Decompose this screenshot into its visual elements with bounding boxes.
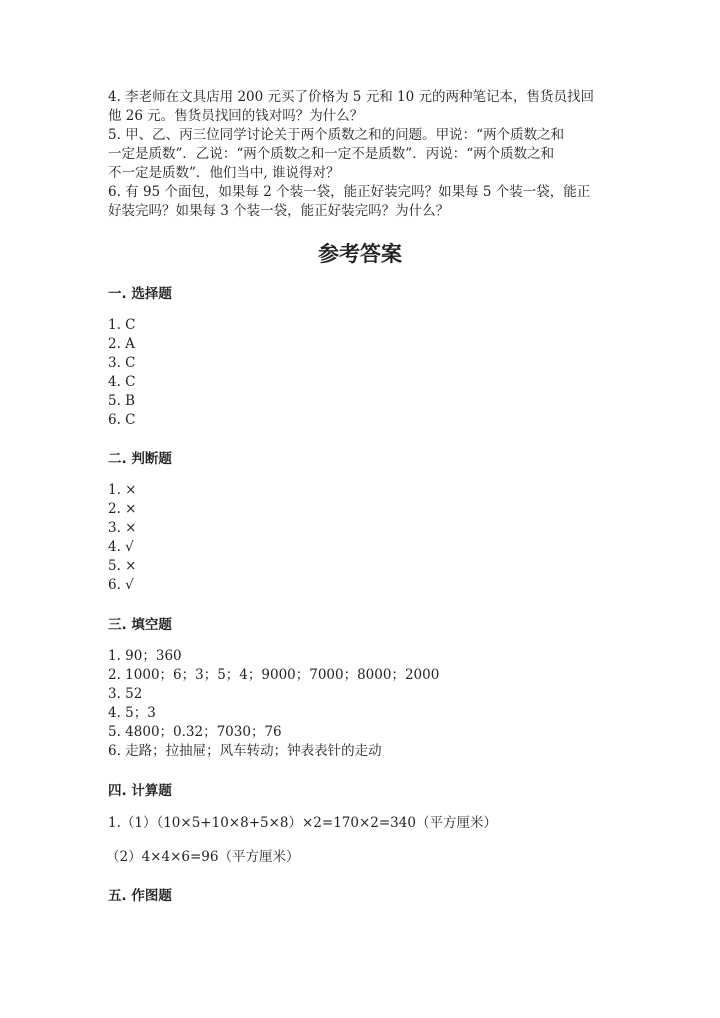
- answer-item: 1. ×: [108, 482, 137, 498]
- answer-item: 1. 90；360: [108, 648, 182, 664]
- question-line: 6. 有 95 个面包，如果每 2 个装一袋，能正好装完吗？如果每 5 个装一袋，能正: [108, 184, 591, 200]
- question-line: 4. 李老师在文具店用 200 元买了价格为 5 元和 10 元的两种笔记本，售货员找回: [108, 89, 594, 105]
- answer-item: 5. B: [108, 393, 136, 409]
- answer-item: 4. 5；3: [108, 705, 156, 721]
- answer-title: 参考答案: [318, 242, 402, 266]
- answer-item: 5. ×: [108, 558, 137, 574]
- answer-item: 2. ×: [108, 501, 137, 517]
- question-line: 不一定是质数”．他们当中, 谁说得对？: [108, 165, 340, 181]
- question-line: 好装完吗？如果每 3 个装一袋，能正好装完吗？为什么？: [108, 203, 450, 219]
- answer-item: 6. C: [108, 412, 136, 428]
- question-line: 5. 甲、乙、丙三位同学讨论关于两个质数之和的问题。甲说：“两个质数之和: [108, 127, 565, 143]
- answer-item: （2）4×4×6=96（平方厘米）: [106, 849, 300, 865]
- question-line: 一定是质数”．乙说：“两个质数之和一定不是质数”．丙说：“两个质数之和: [108, 146, 555, 162]
- answer-item: 2. 1000；6；3；5；4；9000；7000；8000；2000: [108, 667, 440, 683]
- answer-item: 3. ×: [108, 520, 137, 536]
- section-heading: 二. 判断题: [108, 451, 172, 467]
- answer-item: 4. C: [108, 374, 136, 390]
- answer-item: 5. 4800；0.32；7030；76: [108, 724, 282, 740]
- question-line: 他 26 元。售货员找回的钱对吗？为什么？: [108, 108, 364, 124]
- section-heading: 一. 选择题: [108, 286, 172, 302]
- answer-item: 1. C: [108, 317, 136, 333]
- answer-item: 3. C: [108, 355, 136, 371]
- answer-item: 6. 走路；拉抽屉；风车转动；钟表表针的走动: [108, 743, 382, 759]
- answer-item: 6. √: [108, 577, 134, 593]
- section-heading: 五. 作图题: [108, 888, 172, 904]
- answer-item: 2. A: [108, 336, 135, 352]
- answer-item: 1.（1）（10×5+10×8+5×8）×2=170×2=340（平方厘米）: [108, 815, 497, 831]
- answer-item: 4. √: [108, 539, 134, 555]
- section-heading: 四. 计算题: [108, 783, 172, 799]
- section-heading: 三. 填空题: [108, 617, 172, 633]
- answer-item: 3. 52: [108, 686, 143, 702]
